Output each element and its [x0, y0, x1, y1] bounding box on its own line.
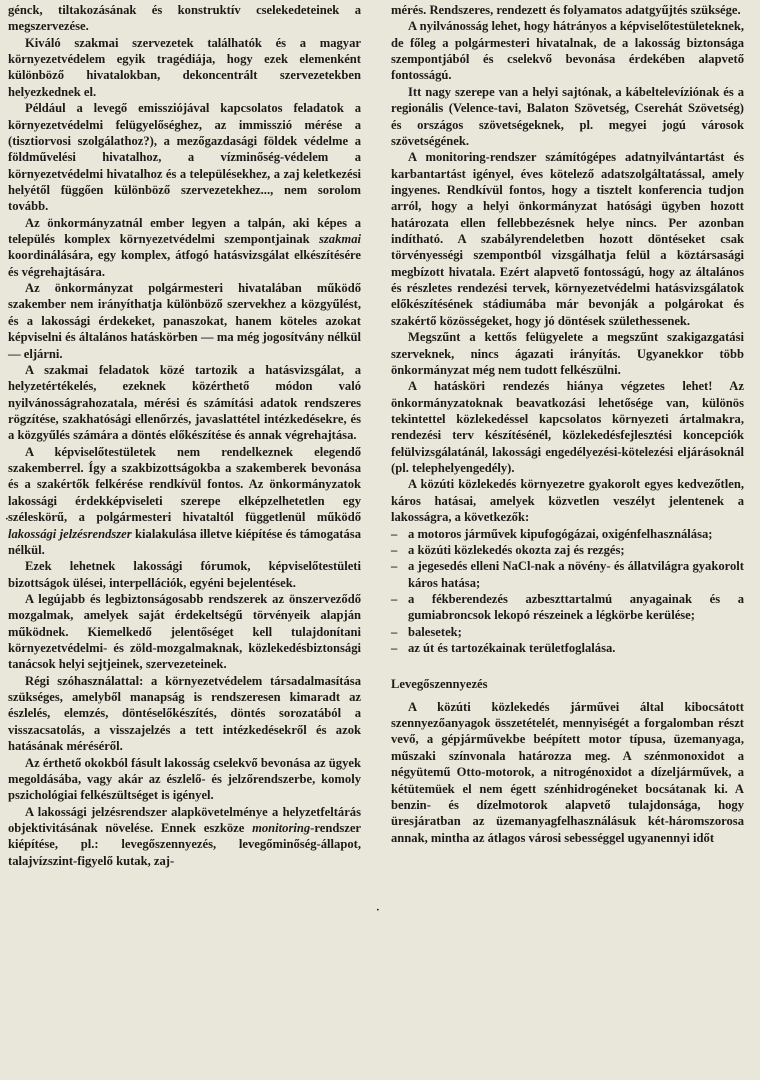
left-column: [8, 2, 361, 1080]
text-run: kialakulása illetve kiépítése és támogatása nélkül.: [8, 526, 362, 557]
paragraph: génck, tiltakozásának és konstruktív cselekedeteinek a megszervezése.: [8, 3, 361, 34]
paragraph: Megszűnt a kettős felügyelete a megszűnt szakigazgatási szerveknek, nincs ágazati irányítás. Ugyanekkor több önkormányzat még nem tudott felkészülni.: [391, 330, 744, 377]
paragraph: A nyilvánosság lehet, hogy hátrányos a képviselőtestületeknek, de főleg a polgármesteri hivatalnak, de a lakosság biztonsága szempontjából és cselekvő bevonása érdekében alapvető fontosságú.: [391, 19, 744, 83]
list-item: – a jegesedés elleni NaCl-nak a növény- és állatvilágra gyakorolt káros hatása;: [391, 558, 744, 591]
text-run: Az önkormányzatnál ember legyen a talpán, aki képes a település komplex környezetvédelmi szempontjainak: [8, 215, 361, 247]
paragraph: A legújabb és legbiztonságosabb rendszerek az önszerveződő mozgalmak, amelyek saját érdekeltségű törvényeik alapján működnek. Kiemelkedő jelentőséget kell tulajdonítani környezetvédelmi- és zöld-mozgalmaknak, közlekedésbiztonsági tanácsok helyi sejtjeinek, szervezeteinek.: [8, 591, 361, 672]
paragraph: [8, 804, 361, 869]
margin-mark: ·: [376, 904, 380, 916]
list-item: – a fékberendezés azbeszttartalmú anyagainak és a gumiabroncsok lekopó részeinek a légkörbe kerülése;: [391, 591, 744, 624]
paragraph: Például a levegő emissziójával kapcsolatos feladatok a környezetvédelmi felügyelőséghez, az immisszió mérése a (tisztiorvosi szolgálathoz?), a mezőgazdasági földek védelme a földművelési hivatalhoz, a vízminőség-védelem a környezetvédelmi hivatalhoz és a településekhez, a zaj keletkezési helyétől függően különböző szervezetekhez..., nem sorolom tovább.: [8, 101, 361, 214]
effects-list: [391, 526, 744, 657]
margin-mark: ·: [5, 513, 9, 525]
paragraph: A szakmai feladatok közé tartozik a hatásvizsgálat, a helyzetértékelés, ezeknek közérthető módon való nyilvánosságrahozatala, mérési és számítási adatok rendszeres rögzítése, szakhatósági ellenőrzés, javaslattétel intézkedésekre, és a közgyűlés számára a döntés előkészítése és annak végrehajtása.: [8, 362, 361, 443]
list-item: – balesetek;: [391, 624, 744, 640]
paragraph: mérés. Rendszeres, rendezett és folyamatos adatgyűjtés szüksége.: [391, 3, 741, 17]
paragraph: [8, 444, 361, 559]
paragraph: Régi szóhasználattal: a környezetvédelem társadalmasítása szükséges, amelyből manapság is rendszeresen kimaradt az észlelés, elemzés, döntéselőkészítés, döntés sorozatából a visszacsatolás, a visszajelzés a tett intézkedésekről és azok hatásának méréséről.: [8, 673, 361, 754]
paragraph: Itt nagy szerepe van a helyi sajtónak, a kábeltelevíziónak és a regionális (Velence-tavi, Balaton Szövetség, Cserehát Szövetség) és országos szövetségeknek, pl. megyei jogú városok szövetségének.: [391, 84, 744, 148]
paragraph: Az érthető okokból fásult lakosság cselekvő bevonása az ügyek megoldásába, vagy akár az észlelő- és jelzőrendszerbe, komoly pszichológiai felkészültséget is igényel.: [8, 755, 361, 803]
paragraph: A közúti közlekedés környezetre gyakorolt egyes kedvezőtlen, káros hatásai, amelyek közvetlen veszélyt jelentenek a lakosságra, a következők:: [391, 477, 744, 525]
text-run: -rendszer kiépítése, pl.: levegőszennyezés, levegőminőség-állapot, talajvízszint-figyelő kutak, zaj-: [8, 820, 361, 868]
section-heading: Levegőszennyezés: [391, 677, 488, 692]
emphasis: monitoring: [252, 820, 311, 835]
list-item: – az út és tartozékainak területfoglalása.: [391, 640, 744, 656]
list-item: – a motoros járművek kipufogógázai, oxigénfelhasználása;: [391, 526, 744, 542]
text-run: A képviselőtestületek nem rendelkeznek elegendő szakemberrel. Így a szakbizottságokba a szakemberek bevonása és a szakértők felkérése rendkívül fontos. Az önkormányzatok lakossági érdekképviseleti szerepe elképzelhetetlen egy széleskörű, a polgármesteri hivataltól függetlenül működő: [8, 444, 361, 525]
paragraph: A hatásköri rendezés hiánya végzetes lehet! Az önkormányzatoknak beavatkozási lehetősége van, különös tekintettel közlekedéssel kapcsolatos környezeti ártalmakra, rendezési terv készítésénél, közlekedésfejlesztési koncepciók felülvizsgálatánál, lakossági engedélyezési-kötelezési eljárásoknál (pl. telephelyengedély).: [391, 379, 744, 476]
paragraph: [8, 215, 361, 280]
paragraph: A közúti közlekedés járművei által kibocsátott szennyezőanyagok összetételét, mennyiségét a forgalomban részt vevő, a gépjárművekbe beépített motor típusa, üzemanyaga, műszaki színvonala határozza meg. A szénmonoxidot a négyütemű Otto-motorok, a nitrogénoxidot a dízeljárművek, a kétütemüek el nem égett szénhidrogéneket bocsátanak ki. A benzin- és dízelmotorok alapvető tulajdonsága, hogy üresjáratban az üzemanyagfelhasználásuk két-háromszorosa annak, mintha az átlagos városi sebességgel ugyanennyi időt: [391, 699, 744, 845]
right-column: [391, 2, 744, 1080]
text-run: A lakossági jelzésrendszer alapkövetelménye a helyzetfeltárás objektivitásának növelése. Ennek eszköze: [8, 804, 361, 835]
emphasis: lakossági jelzésrendszer: [8, 526, 132, 541]
paragraph: Az önkormányzat polgármesteri hivatalában működő szakember nem irányíthatja különböző szervekhez a közgyűlést, és a lakossági érdekeket, panaszokat, hanem köteles azokat képviselni és általános hatáskörben — ma még jogosítvány nélkül — eljárni.: [8, 281, 361, 361]
paragraph: A monitoring-rendszer számítógépes adatnyilvántartást és karbantartást igényel, éves kötelező adatszolgáltatással, amely ingyenes. Rendkívül fontos, hogy a tisztelt konferencia tudjon arról, hogy a helyi önkormányzat hatósági ügyben hozott határozata ellen fellebbezésnek helye nincs. Per azonban indítható. A szabályrendeletben hozott döntéseket csak törvényességi szempontból vizsgálhatja felül a köztársasági megbízott hivatala. Ezért alapvető fontosságú, hogy az általános és részletes rendezési tervek, környezetvédelmi hatásvizsgálatok előkészítésének stádiumába már bevonják a polgárokat és szakértő közösségeket, hogy jó döntések születhessenek.: [391, 150, 744, 328]
list-item: – a közúti közlekedés okozta zaj és rezgés;: [391, 542, 744, 558]
paragraph: Ezek lehetnek lakossági fórumok, képviselőtestületi bizottságok ülései, interpellációk, egyéni bejelentések.: [8, 559, 361, 590]
emphasis: szakmai: [319, 232, 361, 247]
text-run: koordinálására, egy komplex, átfogó hatásvizsgálat elkészítésére és végrehajtására.: [8, 248, 361, 279]
paragraph: Kiváló szakmai szervezetek találhatók és a magyar környezetvédelem egyik tragédiája, hogy ezek elemenként különböző hivatalokban, dekoncentrált szervezetekben helyezkednek el.: [8, 35, 361, 99]
